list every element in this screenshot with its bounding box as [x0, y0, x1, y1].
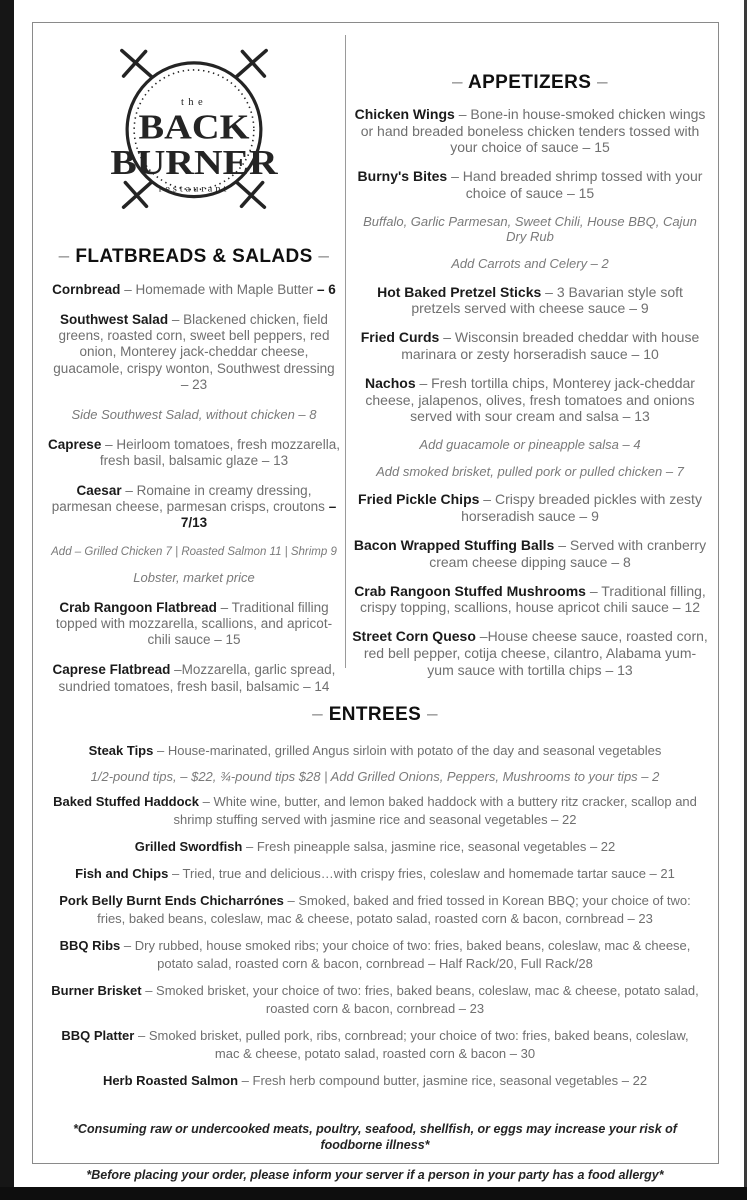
item-desc: –House cheese sauce, roasted corn, red bell pepper, cotija cheese, cilantro, Alabama yum-yum sauce with tortilla chips – 13 [363, 628, 708, 678]
item-desc: – Blackened chicken, field greens, roasted corn, sweet bell peppers, red onion, Monterey jack-cheddar cheese, guacamole, crispy wonton, Southwest dressing – 23 [53, 312, 335, 392]
item-name: Cornbread [52, 281, 121, 297]
item-name: Fried Curds [360, 329, 440, 346]
menu-item-chicken-wings [352, 106, 708, 156]
entrees-section [48, 704, 702, 1099]
item-price: – 6 [317, 281, 336, 297]
logo-emblem-icon [106, 40, 282, 216]
item-name: Grilled Swordfish [134, 839, 243, 855]
menu-item-bbq-platter [48, 1027, 702, 1063]
menu-item-fish-and-chips [48, 865, 702, 883]
menu-item-southwest-salad [48, 312, 340, 393]
section-title-text: FLATBREADS & SALADS [75, 246, 313, 267]
menu-item-burnys-bites [352, 168, 708, 202]
menu-item-bbq-ribs [48, 937, 702, 973]
item-price: – 7/13 [180, 499, 337, 531]
menu-note: Lobster, market price [133, 570, 255, 586]
item-name: Baked Stuffed Haddock [53, 794, 199, 810]
menu-item-stuffing-balls [352, 537, 708, 571]
menu-item-fried-pickle-chips [352, 491, 708, 525]
item-name: Fried Pickle Chips [358, 491, 480, 508]
item-name: Caesar [76, 482, 122, 498]
item-name: Caprese Flatbread [52, 662, 171, 678]
item-name: BBQ Platter [61, 1027, 135, 1043]
section-title-text: APPETIZERS [467, 72, 592, 93]
menu-item-baked-stuffed-haddock [48, 793, 702, 829]
appetizers-column [352, 72, 708, 691]
menu-note: 1/2-pound tips, – $22, ¾-pound tips $28 | Add Grilled Onions, Peppers, Mushrooms to your tips – 2 [90, 768, 660, 784]
section-title-entrees [48, 704, 702, 726]
item-name: Burner Brisket [51, 982, 142, 998]
item-name: Pork Belly Burnt Ends Chicharrónes [59, 893, 284, 909]
flatbreads-column [48, 40, 340, 709]
item-desc: – 3 Bavarian style soft pretzels served with cheese sauce – 9 [411, 283, 683, 317]
section-title-flatbreads [48, 246, 340, 268]
item-name: Southwest Salad [60, 312, 169, 328]
item-name: Crab Rangoon Stuffed Mushrooms [354, 582, 586, 599]
item-desc: – Heirloom tomatoes, fresh mozzarella, fresh basil, balsamic glaze – 13 [99, 436, 340, 468]
item-desc: – Tried, true and delicious…with crispy fries, coleslaw and homemade tartar sauce – 21 [171, 866, 675, 882]
viewer-left-bar [0, 0, 14, 1200]
item-name: BBQ Ribs [59, 938, 121, 953]
item-name: Nachos [365, 374, 416, 391]
logo-restaurant: restaurant [158, 183, 230, 195]
item-desc: – Crispy breaded pickles with zesty horseradish sauce – 9 [461, 491, 702, 525]
item-desc: – Hand breaded shrimp tossed with your choice of sauce – 15 [451, 168, 703, 202]
item-name: Street Corn Queso [352, 628, 476, 645]
menu-item-pretzel-sticks [352, 284, 708, 318]
item-desc: – Homemade with Maple Butter [124, 281, 314, 297]
menu-item-caprese-flatbread [48, 662, 340, 694]
logo-back: BACK [138, 107, 251, 147]
menu-note: Buffalo, Garlic Parmesan, Sweet Chili, House BBQ, Cajun Dry Rub [363, 213, 697, 245]
footer-disclaimers [48, 1108, 702, 1196]
menu-item-pork-belly-burnt-ends [48, 892, 702, 928]
title-dash: – [426, 704, 438, 725]
title-dash: – [312, 704, 324, 725]
menu-item-caprese [48, 437, 340, 469]
menu-note: Add – Grilled Chicken 7 | Roasted Salmon 11 | Shrimp 9 [51, 545, 337, 558]
item-desc: –Mozzarella, garlic spread, sundried tomatoes, fresh basil, balsamic – 14 [58, 662, 336, 694]
item-desc: – White wine, butter, and lemon baked haddock with a buttery ritz cracker, scallop and shrimp stuffing served with jasmine rice and seasonal vegetables – 22 [173, 794, 697, 828]
menu-item-grilled-swordfish [48, 838, 702, 856]
title-dash: – [596, 72, 608, 93]
menu-item-cornbread [48, 282, 340, 298]
menu-item-street-corn-queso [352, 628, 708, 678]
menu-note: Add Carrots and Celery – 2 [451, 256, 609, 272]
item-desc: – Fresh pineapple salsa, jasmine rice, seasonal vegetables – 22 [245, 839, 616, 855]
menu-note: Side Southwest Salad, without chicken – 8 [71, 406, 317, 422]
item-desc: – Traditional filling topped with mozzarella, scallions, and apricot-chili sauce – 15 [55, 599, 333, 648]
disclaimer-allergy: *Before placing your order, please inform your server if a person in your party has a food allergy* [86, 1167, 664, 1182]
logo-the: the [180, 97, 208, 109]
logo-burner: BURNER [110, 142, 279, 182]
menu-item-steak-tips [48, 742, 702, 760]
item-desc: – House-marinated, grilled Angus sirloin with potato of the day and seasonal vegetables [156, 742, 662, 758]
item-desc: – Smoked, baked and fried tossed in Korean BBQ; your choice of two: fries, baked beans, coleslaw, mac & cheese, potato salad, roasted corn & bacon, cornbread – 23 [97, 893, 691, 927]
section-title-appetizers [352, 72, 708, 94]
menu-note: Add guacamole or pineapple salsa – 4 [419, 437, 641, 453]
item-desc: – Smoked brisket, your choice of two: fries, baked beans, coleslaw, mac & cheese, potato salad, roasted corn & bacon, cornbread – 23 [145, 982, 699, 1016]
item-desc: – Traditional filling, crispy topping, scallions, house apricot chili sauce – 12 [359, 582, 706, 616]
item-name: Steak Tips [88, 742, 154, 758]
item-desc: – Served with cranberry cream cheese dipping sauce – 8 [429, 536, 707, 570]
item-desc: – Dry rubbed, house smoked ribs; your choice of two: fries, baked beans, coleslaw, mac & cheese, potato salad, roasted corn & bacon, cornbread – Half Rack/20, Full Rack/28 [123, 938, 691, 971]
menu-item-nachos [352, 375, 708, 425]
title-dash: – [452, 72, 463, 93]
back-burner-logo [106, 40, 282, 216]
menu-item-herb-roasted-salmon [48, 1072, 702, 1090]
item-name: Fish and Chips [75, 866, 169, 882]
menu-item-crab-rangoon-flatbread [48, 600, 340, 649]
item-name: Herb Roasted Salmon [102, 1072, 239, 1088]
item-name: Hot Baked Pretzel Sticks [377, 283, 542, 300]
column-divider [345, 35, 346, 668]
item-desc: – Smoked brisket, pulled pork, ribs, cornbread; your choice of two: fries, baked beans, coleslaw, mac & cheese, potato salad, roasted corn & bacon – 30 [137, 1027, 689, 1061]
item-desc: – Fresh herb compound butter, jasmine rice, seasonal vegetables – 22 [241, 1072, 648, 1088]
disclaimer-foodborne: *Consuming raw or undercooked meats, poultry, seafood, shellfish, or eggs may increase your risk of foodborne illness* [73, 1122, 677, 1153]
title-dash: – [318, 246, 330, 267]
menu-item-caesar [48, 483, 340, 532]
item-desc: – Bone-in house-smoked chicken wings or hand breaded boneless chicken tenders tossed with your choice of sauce – 15 [360, 105, 706, 156]
menu-note: Add smoked brisket, pulled pork or pulled chicken – 7 [376, 463, 684, 479]
menu-item-fried-curds [352, 329, 708, 363]
item-desc: – Romaine in creamy dressing, parmesan cheese, parmesan crisps, croutons [51, 482, 325, 515]
menu-item-stuffed-mushrooms [352, 583, 708, 617]
item-name: Crab Rangoon Flatbread [59, 599, 217, 615]
item-name: Burny's Bites [357, 168, 448, 185]
item-name: Bacon Wrapped Stuffing Balls [353, 536, 555, 553]
title-dash: – [58, 246, 70, 267]
item-desc: – Wisconsin breaded cheddar with house marinara or zesty horseradish sauce – 10 [401, 329, 700, 362]
menu-item-burner-brisket [48, 982, 702, 1018]
item-desc: – Fresh tortilla chips, Monterey jack-cheddar cheese, jalapenos, olives, fresh tomatoes and onions served with sour cream and salsa – 13 [365, 374, 695, 425]
item-name: Caprese [48, 436, 102, 452]
item-name: Chicken Wings [354, 105, 455, 122]
section-title-text: ENTREES [328, 704, 422, 725]
